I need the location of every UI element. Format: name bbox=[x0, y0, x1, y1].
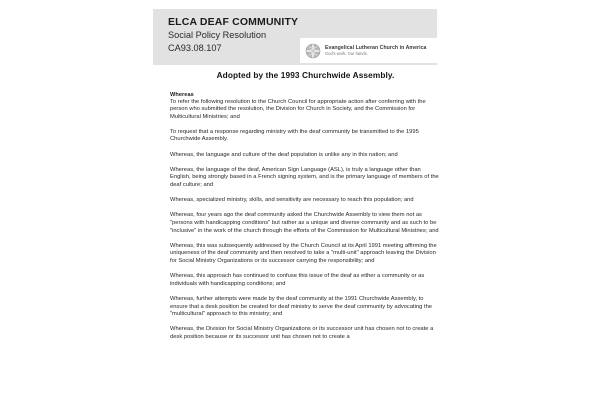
document-header-band bbox=[153, 9, 437, 65]
document-subtitle: Social Policy Resolution bbox=[168, 30, 267, 40]
body-paragraph: Whereas, further attempts were made by the deaf community at the 1991 Churchwide Assembly, to ensure that a desk position be created for deaf ministry to serve the deaf community by advocating the "multicultural" approach to this ministry; and bbox=[170, 295, 433, 318]
body-paragraph: Whereas, four years ago the deaf community asked the Churchwide Assembly to view them not as "persons with handicapping conditions" but rather as a unique and diverse community and as such to be "inclusive" in the work of the church through the efforts of the Commission for Multicultural Ministries; and bbox=[170, 212, 439, 234]
body-paragraph: Whereas, the language of the deaf, American Sign Language (ASL), is truly a language other than English, being strongly based in a French signing system, and is the primary language of members of the deaf culture; and bbox=[170, 166, 439, 189]
document-code: CA93.08.107 bbox=[168, 42, 222, 53]
page-title: ELCA DEAF COMMUNITY bbox=[168, 16, 299, 28]
header-text-group bbox=[168, 16, 298, 54]
whereas-heading: Whereas bbox=[170, 92, 194, 98]
body-paragraph: To request that a response regarding ministry with the deaf community be transmitted to the 1995 Churchwide Assembly. bbox=[170, 128, 419, 143]
elca-logo-lockup bbox=[300, 38, 437, 63]
logo-tagline: God's work. Our hands. bbox=[325, 50, 368, 56]
body-paragraph: Whereas, this approach has continued to confuse this issue of the deaf as either a community or as individuals with handicapping conditions; and bbox=[170, 273, 425, 287]
adopted-title: Adopted by the 1993 Churchwide Assembly. bbox=[216, 70, 395, 80]
elca-cross-circle-icon bbox=[305, 43, 321, 59]
logo-organization-name: Evangelical Lutheran Church in America bbox=[325, 44, 427, 51]
body-paragraph: Whereas, the Division for Social Ministry Organizations or its successor unit has chosen not to create a desk position because or its successor unit has chosen not to create a bbox=[170, 326, 434, 340]
paragraph-list bbox=[170, 99, 441, 342]
body-paragraph: Whereas, the language and culture of the deaf population is unlike any in this nation; and bbox=[170, 151, 398, 158]
logo-wordmark bbox=[325, 45, 426, 57]
body-paragraph: Whereas, this was subsequently addressed by the Church Council at its April 1991 meeting affirming the uniqueness of the deaf community and then resolved to take a "multi-unit" approach leaving the Division for Social Ministry Organizations or its successor carrying the responsibility; and bbox=[170, 242, 437, 264]
document-body bbox=[170, 70, 441, 342]
body-paragraph: Whereas, specialized ministry, skills, and sensitivity are necessary to reach this population; and bbox=[170, 197, 414, 204]
body-paragraph: To refer the following resolution to the Church Council for appropriate action after conferring with the person who submitted the resolution, the Division for Church in Society, and the Commission for Multicultural Ministries; and bbox=[170, 98, 426, 120]
